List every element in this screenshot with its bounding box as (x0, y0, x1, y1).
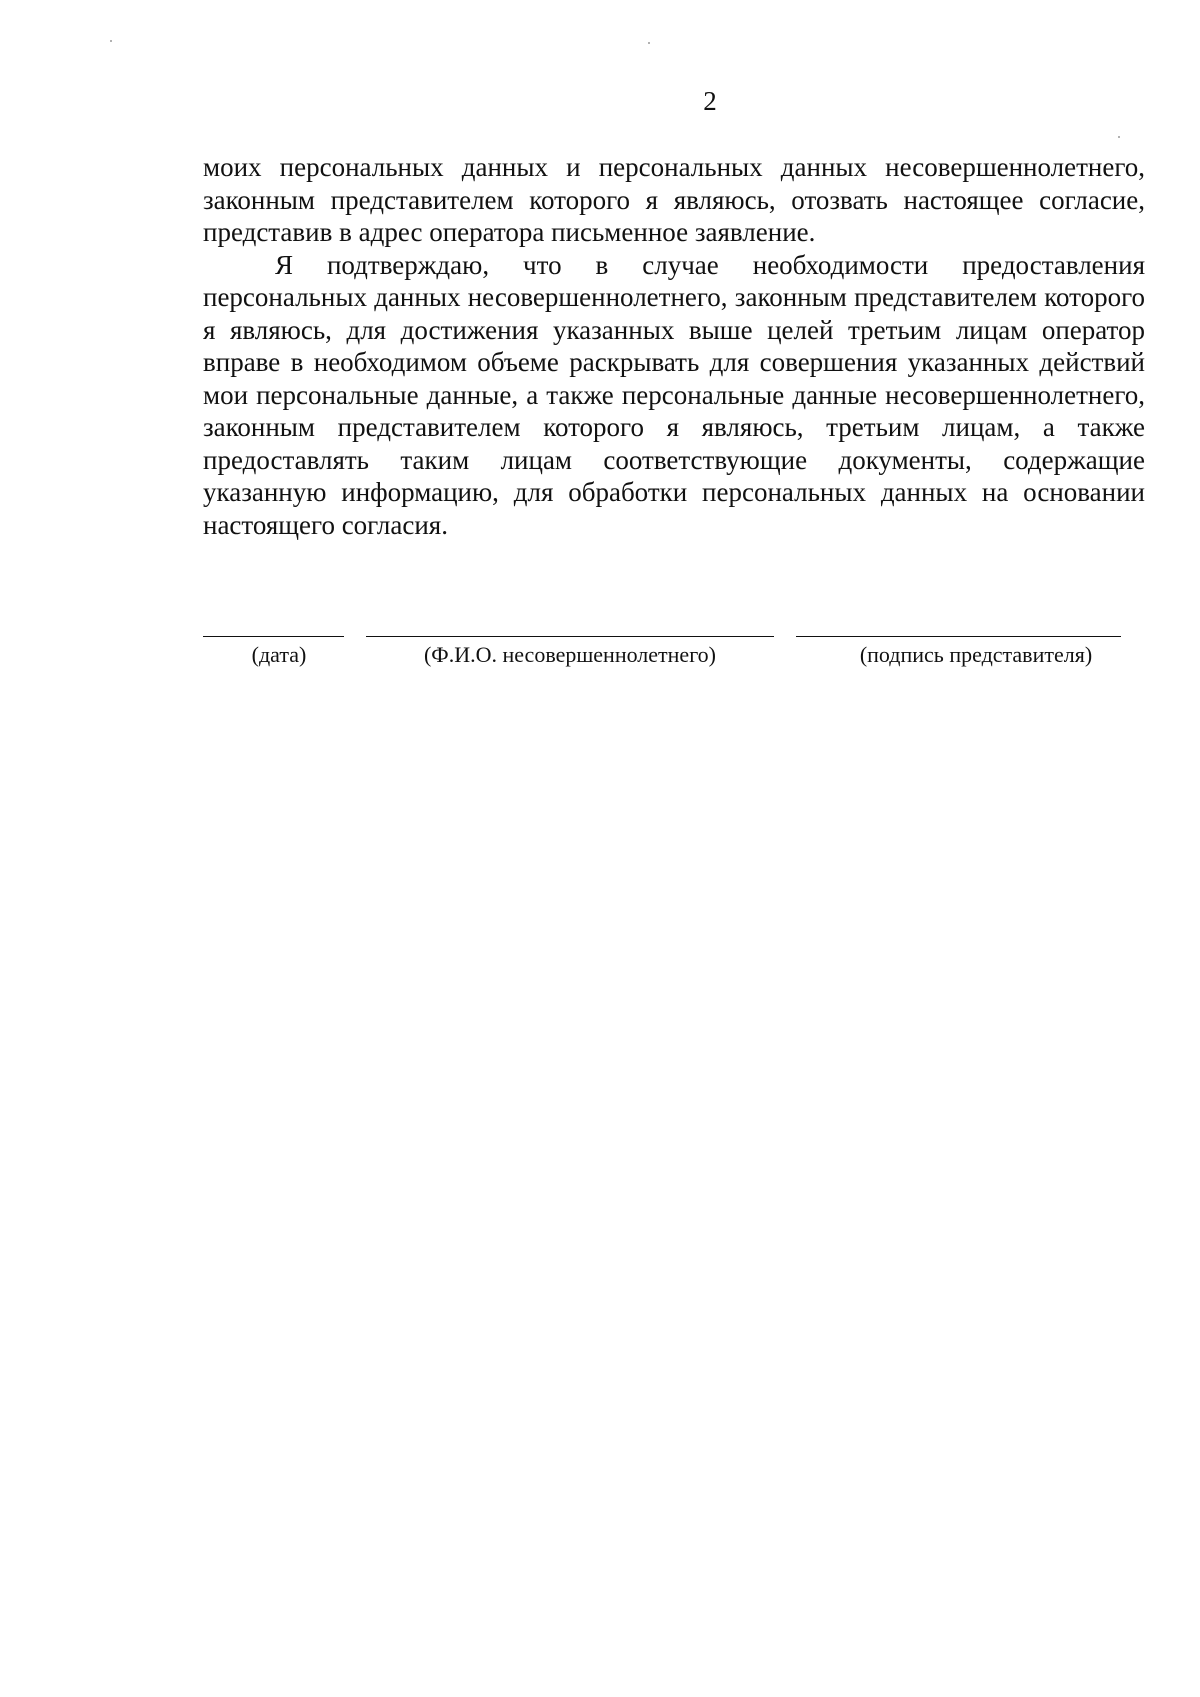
paragraph-confirmation: Я подтверждаю, что в случае необходимости предоставления персональных данных несовершеннолетнего, законным представителем которого я являюсь, для достижения указанных выше целей третьим лицам оператор вправе в необходимом объеме раскрывать для совершения указанных действий мои персональные данные, а также персональные данные несовершеннолетнего, законным представителем которого я являюсь, третьим лицам, а также предоставлять таким лицам соответствующие документы, содержащие указанную информацию, для обработки персональных данных на основании настоящего согласия. (203, 249, 1145, 540)
signature-caption: (подпись представителя) (859, 642, 1093, 667)
name-caption: (Ф.И.О. несовершеннолетнего) (423, 642, 716, 667)
date-line (203, 636, 344, 637)
scan-speck (648, 42, 650, 44)
document-body (203, 151, 1145, 541)
date-caption: (дата) (251, 642, 307, 667)
paragraph-continuation: моих персональных данных и персональных данных несовершеннолетнего, законным представителем которого я являюсь, отозвать настоящее согласие, представив в адрес оператора письменное заявление. (203, 152, 1145, 247)
scan-speck (110, 40, 112, 42)
scan-speck (1118, 136, 1120, 138)
name-line (366, 636, 774, 637)
signature-line (796, 636, 1121, 637)
page-number: 2 (703, 86, 717, 116)
